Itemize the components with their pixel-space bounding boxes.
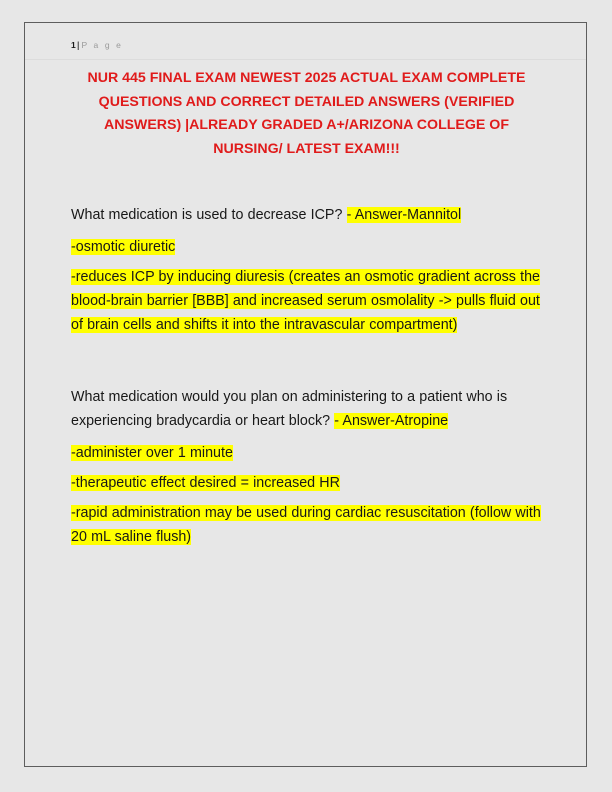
header-page-label: P a g e <box>81 40 123 50</box>
bullet-2-3 <box>71 501 542 549</box>
document-title: NUR 445 FINAL EXAM NEWEST 2025 ACTUAL EXAM COMPLETE QUESTIONS AND CORRECT DETAILED ANSWERS (VERIFIED ANSWERS) |ALREADY GRADED A+/ARIZONA COLLEGE OF NURSING/ LATEST EXAM!!! <box>87 70 526 157</box>
bullet-1-2-text: -reduces ICP by inducing diuresis (creates an osmotic gradient across the blood-brain barrier [BBB] and increased serum osmolality -> pulls fluid out of brain cells and shifts it into the intravascular compartment) <box>71 269 540 333</box>
bullet-2-1 <box>71 441 542 465</box>
qa-block-2 <box>71 385 542 549</box>
question-1-text: What medication is used to decrease ICP? <box>71 207 347 223</box>
bullet-2-3-text: -rapid administration may be used during cardiac resuscitation (follow with 20 mL saline flush) <box>71 505 541 545</box>
bullet-2-2-text: -therapeutic effect desired = increased HR <box>71 475 340 491</box>
question-2 <box>71 385 542 433</box>
header-page-number: 1 <box>71 40 76 50</box>
header-separator: | <box>76 40 80 50</box>
bullet-1-2 <box>71 265 542 337</box>
question-2-text: What medication would you plan on administering to a patient who is experiencing bradycardia or heart block? <box>71 389 508 429</box>
bullet-1-1 <box>71 235 542 259</box>
header-divider <box>25 59 586 60</box>
page-header <box>25 23 586 59</box>
bullet-2-1-text: -administer over 1 minute <box>71 445 233 461</box>
question-2-answer: - Answer-Atropine <box>334 413 449 429</box>
question-1-answer: - Answer-Mannitol <box>346 207 462 223</box>
bullet-1-1-text: -osmotic diuretic <box>71 239 176 255</box>
document-page <box>24 22 587 767</box>
question-1 <box>71 203 542 227</box>
document-body <box>71 67 542 555</box>
bullet-2-2 <box>71 471 542 495</box>
qa-block-1 <box>71 203 542 337</box>
